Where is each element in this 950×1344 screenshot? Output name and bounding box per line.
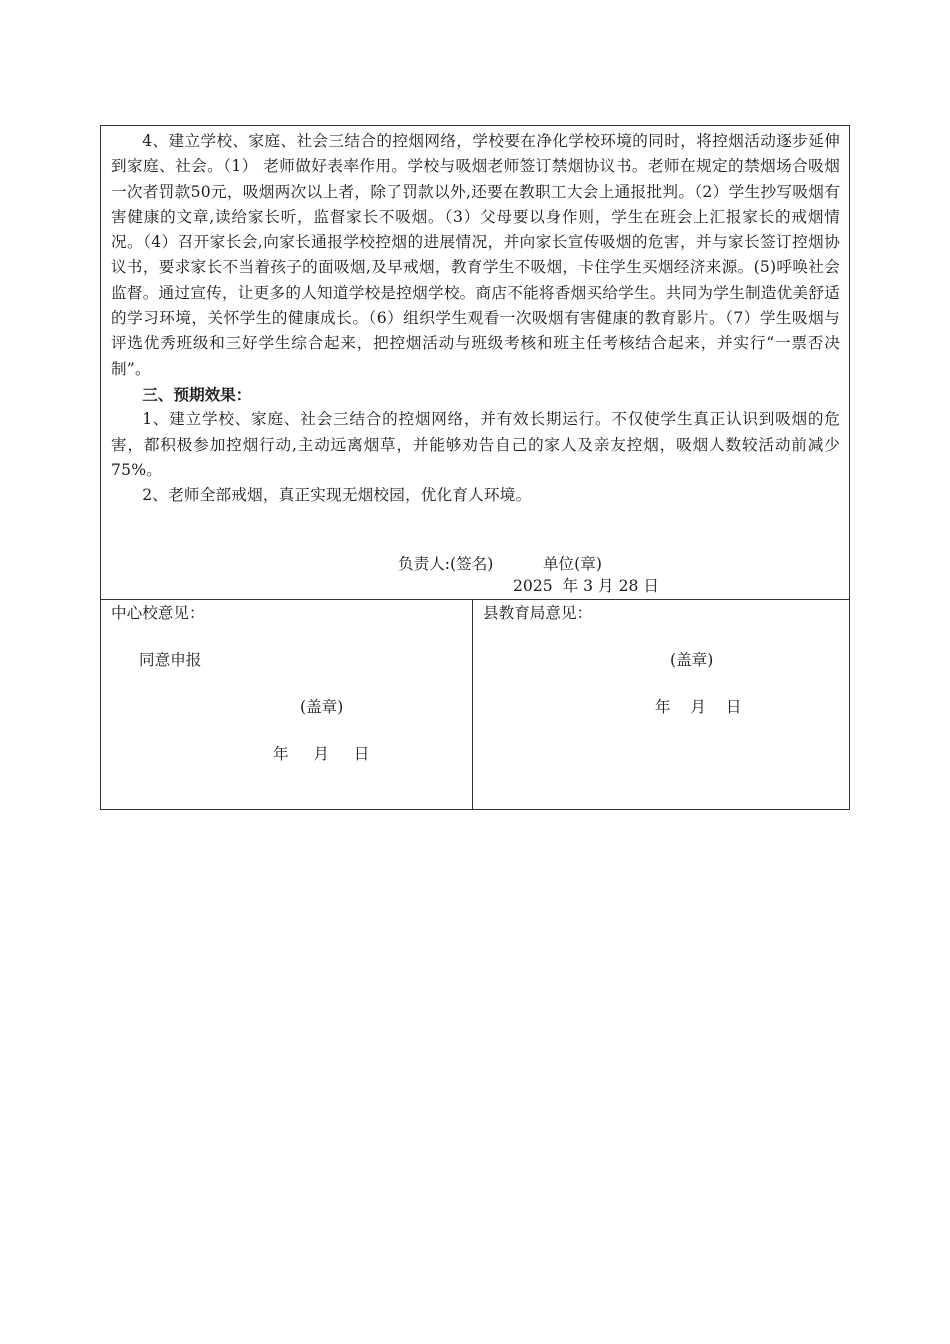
plan-content-cell [101,126,849,600]
county-bureau-date: 年 月 日 [655,698,742,716]
center-school-opinion: 同意申报 [139,651,202,669]
application-form-table [100,125,850,810]
center-school-opinion-cell [101,600,473,809]
paragraph-effect-2: 2、老师全部戒烟，真正实现无烟校园，优化育人环境。 [142,486,532,505]
center-school-date: 年 月 日 [273,745,370,763]
signature-line: 负责人:(签名) 单位(章) [398,555,602,573]
section-heading-expected-effects: 三、预期效果： [142,384,252,404]
county-bureau-seal: (盖章) [670,651,714,669]
paragraph-measure-4: 4、建立学校、家庭、社会三结合的控烟网络，学校要在净化学校环境的同时，将控烟活动逐步延伸到家庭、社会。（1） 老师做好表率作用。学校与吸烟老师签订禁烟协议书。老师在规定的禁烟场合吸烟一次者罚款50元，吸烟两次以上者，除了罚款以外,还要在教职工大会上通报批判。（2）学生抄写吸烟有害健康的文章,读给家长听，监督家长不吸烟。（3）父母要以身作则，学生在班会上汇报家长的戒烟情况。（4）召开家长会,向家长通报学校控烟的进展情况，并向家长宣传吸烟的危害，并与家长签订控烟协议书，要求家长不当着孩子的面吸烟,及早戒烟，教育学生不吸烟，卡住学生买烟经济来源。(5)呼唤社会监督。通过宣传，让更多的人知道学校是控烟学校。商店不能将香烟买给学生。共同为学生制造优美舒适的学习环境，关怀学生的健康成长。（6）组织学生观看一次吸烟有害健康的教育影片。（7）学生吸烟与评选优秀班级和三好学生综合起来，把控烟活动与班级考核和班主任考核结合起来，并实行“一票否决制”。 [111,132,840,378]
paragraph-effect-1: 1、建立学校、家庭、社会三结合的控烟网络，并有效长期运行。不仅使学生真正认识到吸烟的危害，都积极参加控烟行动,主动远离烟草，并能够劝告自己的家人及亲友控烟，吸烟人数较活动前减少75%。 [111,410,840,479]
center-school-label: 中心校意见： [111,604,205,622]
county-bureau-label: 县教育局意见： [483,604,593,622]
center-school-seal: (盖章) [300,698,344,716]
date-line: 2025 年 3 月 28 日 [513,577,659,595]
county-bureau-opinion-cell [473,600,849,809]
